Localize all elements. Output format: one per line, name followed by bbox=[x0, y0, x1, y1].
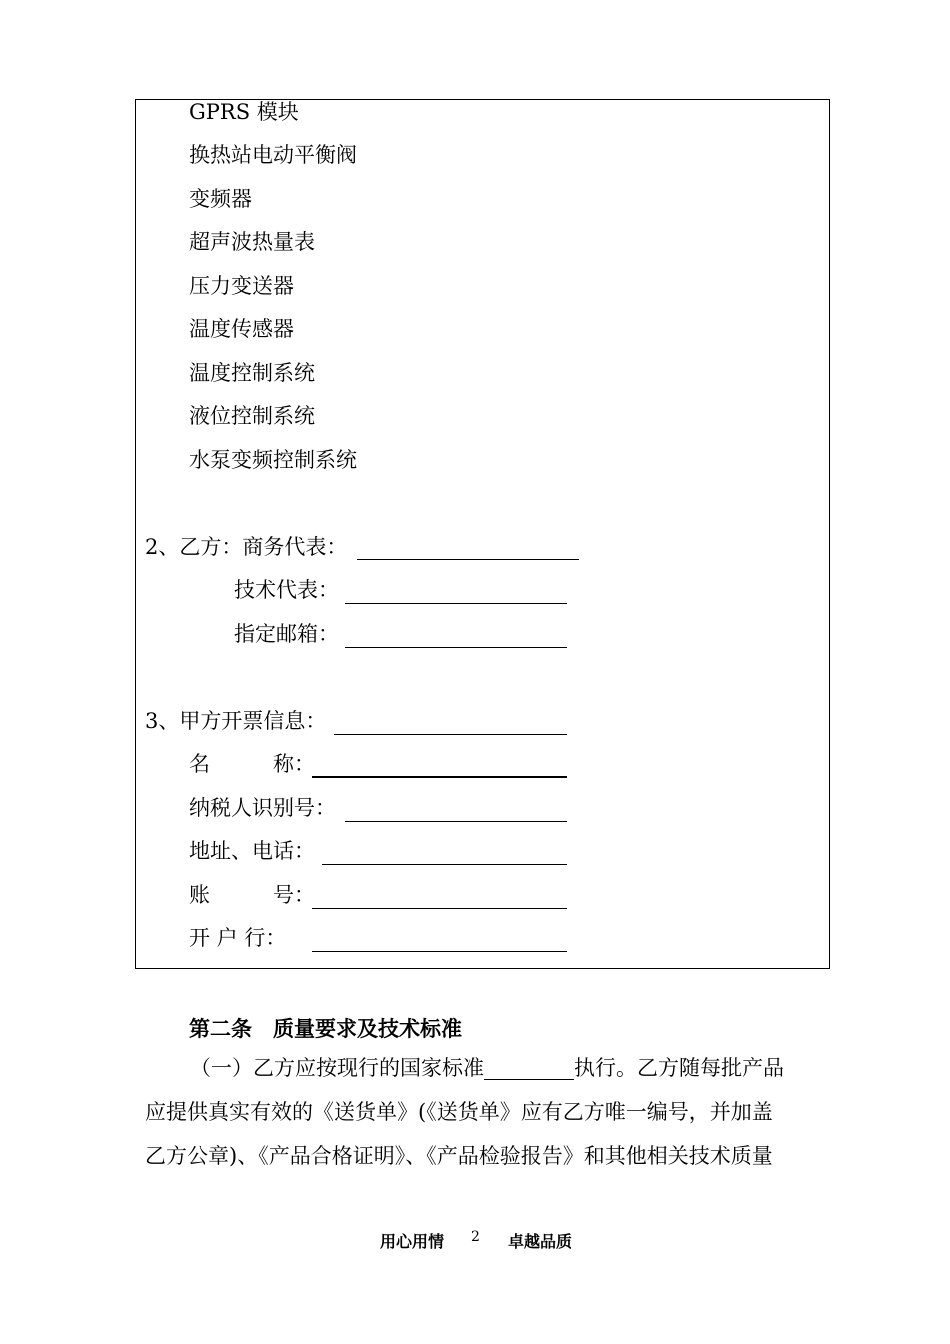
invoice-tax-id-label: 纳税人识别号： bbox=[189, 796, 336, 820]
invoice-bank-label: 开 户 行： bbox=[189, 926, 287, 950]
equipment-item-level-control: 液位控制系统 bbox=[189, 404, 315, 428]
article-text-1a: （一）乙方应按现行的国家标准 bbox=[190, 1056, 484, 1080]
article-paragraph-line-3: 乙方公章)、《产品合格证明》、《产品检验报告》和其他相关技术质量 bbox=[145, 1144, 773, 1168]
footer-slogan-left: 用心用情 bbox=[380, 1232, 445, 1251]
invoice-address-label: 地址、电话： bbox=[189, 839, 315, 863]
article-paragraph-line-2: 应提供真实有效的《送货单》(《送货单》应有乙方唯一编号，并加盖 bbox=[145, 1100, 773, 1124]
article-paragraph-line-1 bbox=[190, 1056, 784, 1080]
invoice-name-blank bbox=[312, 776, 567, 778]
party-b-email-label: 指定邮箱： bbox=[234, 622, 339, 646]
party-b-business-rep-label: 2、乙方：商务代表： bbox=[145, 535, 348, 559]
equipment-item-pressure-transmitter: 压力变送器 bbox=[189, 274, 294, 298]
equipment-item-pump-control: 水泵变频控制系统 bbox=[189, 448, 357, 472]
party-b-business-rep-blank bbox=[357, 559, 579, 560]
party-a-invoice-blank bbox=[334, 734, 567, 735]
equipment-item-gprs: GPRS 模块 bbox=[189, 100, 299, 124]
party-a-invoice-label: 3、甲方开票信息： bbox=[145, 709, 327, 733]
equipment-item-temp-sensor: 温度传感器 bbox=[189, 317, 294, 341]
equipment-item-heat-meter: 超声波热量表 bbox=[189, 230, 315, 254]
invoice-account-blank bbox=[312, 908, 567, 909]
article-heading: 第二条 质量要求及技术标准 bbox=[189, 1016, 462, 1041]
invoice-bank-blank bbox=[312, 951, 567, 952]
party-b-tech-rep-label: 技术代表： bbox=[234, 578, 339, 602]
equipment-item-inverter: 变频器 bbox=[189, 187, 252, 211]
party-b-tech-rep-blank bbox=[345, 603, 567, 604]
standard-blank bbox=[484, 1059, 574, 1080]
article-text-1b: 执行。乙方随每批产品 bbox=[574, 1056, 784, 1080]
party-b-email-blank bbox=[345, 647, 567, 648]
invoice-address-blank bbox=[322, 864, 567, 865]
page-number: 2 bbox=[471, 1229, 480, 1245]
invoice-account-label: 账 号： bbox=[189, 883, 315, 907]
equipment-item-temp-control: 温度控制系统 bbox=[189, 361, 315, 385]
invoice-tax-id-blank bbox=[345, 821, 567, 822]
footer-slogan-right: 卓越品质 bbox=[508, 1232, 573, 1251]
equipment-item-balance-valve: 换热站电动平衡阀 bbox=[189, 143, 357, 167]
invoice-name-label: 名 称： bbox=[189, 752, 315, 776]
